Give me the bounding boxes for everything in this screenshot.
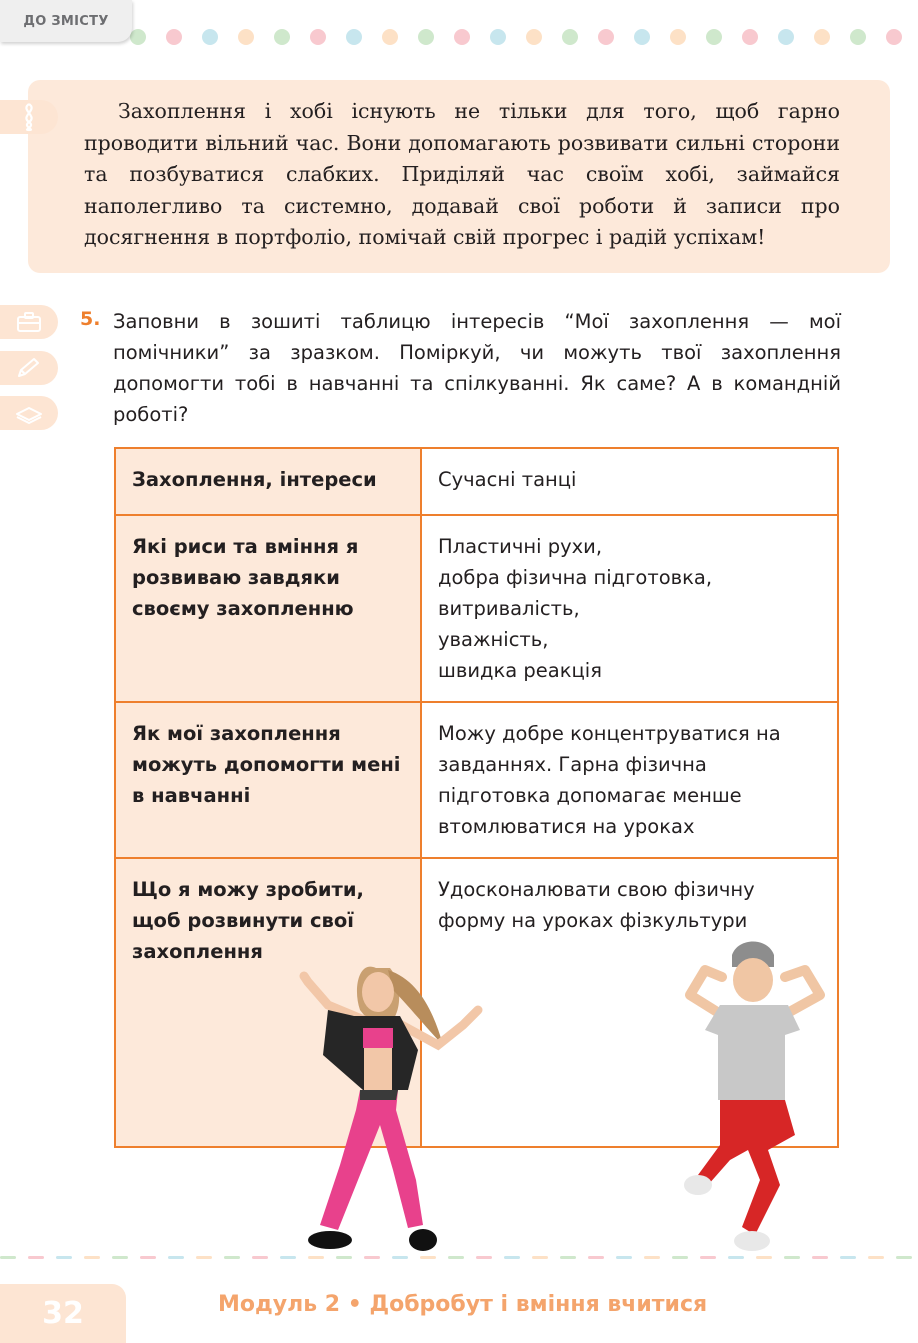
decorative-dash-line — [0, 1252, 918, 1264]
decorative-dash — [0, 1256, 16, 1259]
decorative-dash — [392, 1256, 408, 1259]
row-value: Удосконалювати свою фізичну форму на уроках фізкультури — [421, 858, 838, 1147]
decorative-dash — [112, 1256, 128, 1259]
decorative-dot — [454, 29, 470, 45]
knot-icon — [16, 102, 42, 132]
decorative-dot — [526, 29, 542, 45]
decorative-dot — [634, 29, 650, 45]
decorative-dash — [672, 1256, 688, 1259]
decorative-dot — [238, 29, 254, 45]
decorative-dots-row — [0, 0, 918, 60]
decorative-dash — [560, 1256, 576, 1259]
decorative-dash — [896, 1256, 912, 1259]
dancer-boy-photo — [660, 935, 840, 1265]
decorative-dot — [562, 29, 578, 45]
row-label: Які риси та вміння я розвиваю завдяки своєму захопленню — [115, 515, 421, 702]
pencil-icon — [16, 357, 42, 379]
decorative-dash — [700, 1256, 716, 1259]
decorative-dash — [588, 1256, 604, 1259]
callout-text: Захоплення і хобі існують не тільки для того, щоб гарно проводити вільний час. Вони допомагають розвивати сильні сторони та позбуватися слабких. Приділяй час своїм хобі, займайся наполегливо та системно, додавай свої роботи й записи про досягнення в портфоліо, помічай свій прогрес і радій успіхам! — [84, 99, 840, 249]
decorative-dash — [280, 1256, 296, 1259]
decorative-dash — [84, 1256, 100, 1259]
decorative-dash — [336, 1256, 352, 1259]
decorative-dash — [476, 1256, 492, 1259]
decorative-dash — [448, 1256, 464, 1259]
decorative-dot — [130, 29, 146, 45]
decorative-dot — [706, 29, 722, 45]
decorative-dot — [166, 29, 182, 45]
decorative-dash — [252, 1256, 268, 1259]
footer-module-title: Модуль 2 • Добробут і вміння вчитися — [218, 1292, 708, 1317]
row-value: Пластичні рухи, добра фізична підготовка, витривалість, уважність, швидка реакція — [421, 515, 838, 702]
decorative-dash — [504, 1256, 520, 1259]
decorative-dash — [728, 1256, 744, 1259]
table-row — [115, 515, 838, 702]
dancer-girl-photo — [268, 950, 488, 1262]
briefcase-icon — [16, 311, 42, 333]
decorative-dot — [670, 29, 686, 45]
decorative-dash — [644, 1256, 660, 1259]
task-number: 5. — [80, 308, 101, 330]
decorative-dot — [886, 29, 902, 45]
decorative-dot — [850, 29, 866, 45]
decorative-dash — [840, 1256, 856, 1259]
decorative-dot — [202, 29, 218, 45]
decorative-dash — [224, 1256, 240, 1259]
task-text: Заповни в зошиті таблицю інтересів “Мої захоплення — мої помічники” за зразком. Поміркуй, чи можуть твої захоплення допомогти тобі в навчанні та спілкуванні. Як саме? А в командній роботі? — [113, 310, 841, 426]
decorative-dot — [382, 29, 398, 45]
row-label: Захоплення, інтереси — [115, 448, 421, 515]
decorative-dash — [868, 1256, 884, 1259]
row-label: Як мої захоплення можуть допомогти мені в навчанні — [115, 702, 421, 858]
book-icon — [15, 402, 43, 424]
page-number: 32 — [0, 1284, 126, 1343]
row-label: Що я можу зробити, щоб розвинути свої захоплення — [115, 858, 421, 1147]
decorative-dot — [346, 29, 362, 45]
book-tab — [0, 396, 58, 430]
callout-tab — [0, 100, 58, 134]
row-value: Можу добре концентруватися на завданнях. Гарна фізична підготовка допомагає менше втомлюватися на уроках — [421, 702, 838, 858]
toc-button[interactable]: ДО ЗМІСТУ — [0, 0, 132, 42]
decorative-dash — [56, 1256, 72, 1259]
decorative-dot — [598, 29, 614, 45]
decorative-dash — [616, 1256, 632, 1259]
decorative-dot — [814, 29, 830, 45]
decorative-dot — [310, 29, 326, 45]
decorative-dash — [28, 1256, 44, 1259]
decorative-dot — [418, 29, 434, 45]
decorative-dash — [756, 1256, 772, 1259]
decorative-dash — [196, 1256, 212, 1259]
decorative-dash — [420, 1256, 436, 1259]
table-row — [115, 702, 838, 858]
decorative-dash — [784, 1256, 800, 1259]
row-value: Сучасні танці — [421, 448, 838, 515]
decorative-dash — [364, 1256, 380, 1259]
table-row — [115, 448, 838, 515]
decorative-dash — [140, 1256, 156, 1259]
decorative-dash — [812, 1256, 828, 1259]
decorative-dash — [532, 1256, 548, 1259]
decorative-dash — [168, 1256, 184, 1259]
decorative-dot — [778, 29, 794, 45]
decorative-dot — [274, 29, 290, 45]
decorative-dash — [308, 1256, 324, 1259]
decorative-dot — [490, 29, 506, 45]
decorative-dot — [742, 29, 758, 45]
pencil-tab — [0, 351, 58, 385]
briefcase-tab — [0, 305, 58, 339]
